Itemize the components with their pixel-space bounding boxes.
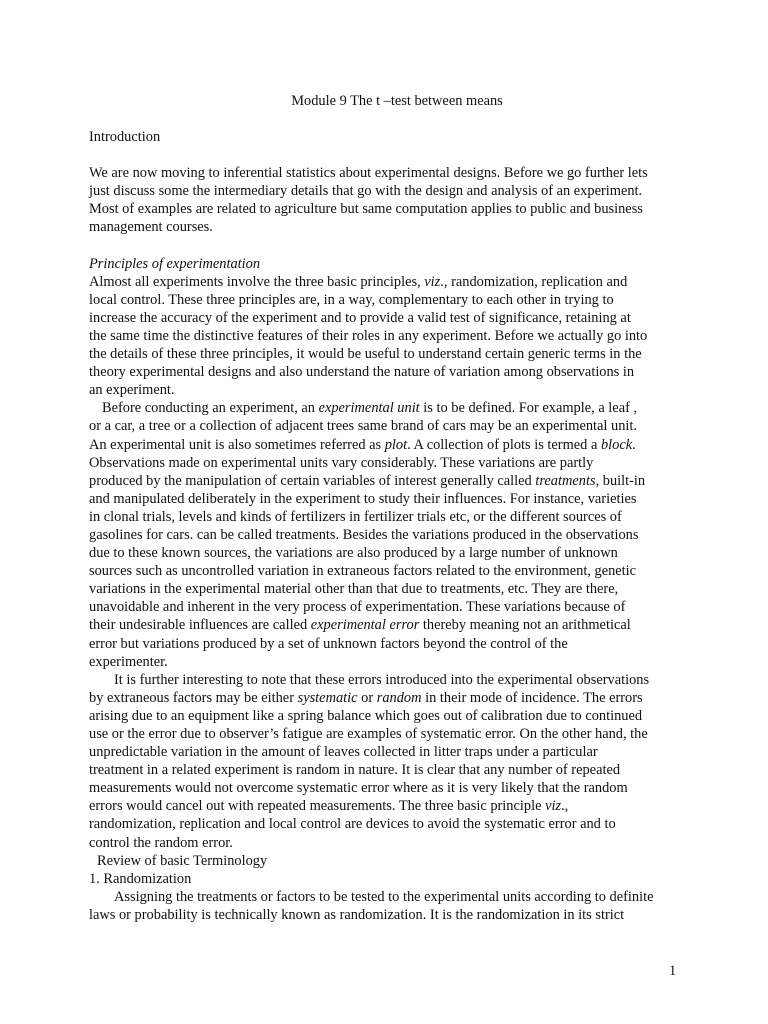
review-heading: Review of basic Terminology [97,852,268,869]
document-body [89,92,689,924]
principles-paragraph [89,273,689,400]
intro-line: We are now moving to inferential statistics about experimental designs. Before we go further lets [89,165,648,182]
experimental-unit-paragraph [89,399,689,670]
paragraph-line: local control. These three principles are, in a way, complementary to each other in trying to [89,291,614,308]
paragraph-line: measurements would not overcome systematic error where as it is very likely that the random [89,780,628,797]
paragraph-line: in clonal trials, levels and kinds of fertilizers in fertilizer trials etc, or the different sources of [89,508,622,525]
paragraph-line: due to these known sources, the variations are also produced by a large number of unknown [89,545,618,562]
paragraph-line: unpredictable variation in the amount of leaves collected in litter traps under a particular [89,744,598,761]
paragraph-line: arising due to an equipment like a spring balance which goes out of calibration due to continued [89,707,643,724]
paragraph-line: use or the error due to observer’s fatigue are examples of systematic error. On the other hand, the [89,726,648,742]
intro-line: management courses. [89,219,213,236]
paragraph-line: or a car, a tree or a collection of adjacent trees same brand of cars may be an experimental unit. [89,418,638,435]
principles-heading: Principles of experimentation [89,255,261,272]
paragraph-line: errors would cancel out with repeated measurements. The three basic principle viz., [89,798,569,815]
paragraph-line: Almost all experiments involve the three basic principles, viz., randomization, replication and [89,273,628,290]
page-title: Module 9 The t –test between means [291,93,503,109]
randomization-paragraph [89,888,689,924]
paragraph-line: randomization, replication and local control are devices to avoid the systematic error and to [89,816,616,833]
paragraph-line: Before conducting an experiment, an experimental unit is to be defined. For example, a leaf , [102,400,638,417]
paragraph-line: sources such as uncontrolled variation in extraneous factors related to the environment, genetic [89,563,637,580]
intro-paragraph [89,164,689,236]
paragraph-line: error but variations produced by a set of unknown factors beyond the control of the [89,635,568,652]
intro-line: just discuss some the intermediary details that go with the design and analysis of an experiment. [89,183,643,200]
paragraph-line: and manipulated deliberately in the experiment to study their influences. For instance, varieties [89,490,637,507]
paragraph-line: It is further interesting to note that these errors introduced into the experimental observations [114,671,650,688]
randomization-heading: 1. Randomization [89,870,192,887]
paragraph-line: the same time the distinctive features of their roles in any experiment. Before we actually go into [89,327,648,344]
paragraph-line: treatment in a related experiment is random in nature. It is clear that any number of repeated [89,762,621,779]
paragraph-line: variations in the experimental material other than that due to treatments, etc. They are there, [89,581,619,598]
paragraph-line: Observations made on experimental units vary considerably. These variations are partly [89,454,594,471]
paragraph-line: theory experimental designs and also understand the nature of variation among observations in [89,364,635,381]
paragraph-line: experimenter. [89,653,168,670]
paragraph-line: unavoidable and inherent in the very process of experimentation. These variations because of [89,599,626,616]
intro-heading: Introduction [89,129,161,146]
paragraph-line: by extraneous factors may be either systematic or random in their mode of incidence. The errors [89,689,643,706]
paragraph-line: increase the accuracy of the experiment and to provide a valid test of significance, retaining at [89,309,631,326]
paragraph-line: produced by the manipulation of certain variables of interest generally called treatments, built-in [89,472,646,489]
paragraph-line: control the random error. [89,834,233,851]
errors-paragraph [89,671,689,852]
paragraph-line: the details of these three principles, it would be useful to understand certain generic terms in the [89,346,642,363]
paragraph-line: gasolines for cars. can be called treatments. Besides the variations produced in the observations [89,526,639,543]
intro-line: Most of examples are related to agriculture but same computation applies to public and business [89,201,643,218]
page-number: 1 [669,963,677,979]
paragraph-line: an experiment. [89,382,175,399]
paragraph-line: An experimental unit is also sometimes referred as plot. A collection of plots is termed a block. [89,436,636,453]
paragraph-line: Assigning the treatments or factors to be tested to the experimental units according to definite [114,888,654,905]
paragraph-line: their undesirable influences are called experimental error thereby meaning not an arithmetical [89,617,631,634]
paragraph-line: laws or probability is technically known as randomization. It is the randomization in its strict [89,906,625,923]
